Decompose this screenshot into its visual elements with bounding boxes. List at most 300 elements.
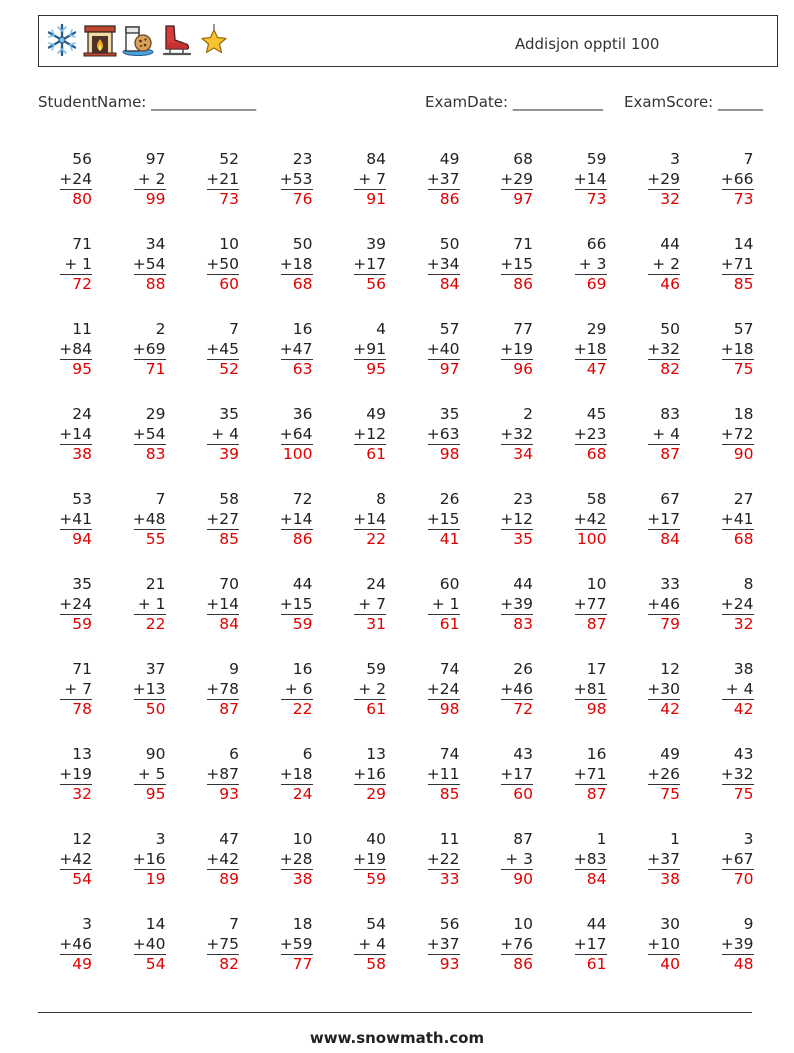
answer: 95 bbox=[145, 785, 166, 803]
second-addend: +15 bbox=[426, 509, 460, 528]
addition-problem bbox=[332, 745, 386, 805]
addition-problem bbox=[700, 660, 754, 720]
addition-problem bbox=[332, 320, 386, 380]
addition-problem bbox=[553, 915, 607, 975]
addition-problem bbox=[553, 235, 607, 295]
second-addend: + 4 bbox=[652, 424, 680, 443]
answer: 32 bbox=[660, 190, 680, 208]
first-addend: 14 bbox=[145, 915, 166, 933]
first-addend: 70 bbox=[219, 575, 239, 593]
second-addend: +16 bbox=[353, 764, 386, 783]
answer: 94 bbox=[72, 530, 92, 548]
addition-problem bbox=[626, 915, 680, 975]
first-addend: 58 bbox=[586, 490, 607, 508]
second-addend: +18 bbox=[279, 254, 313, 273]
first-addend: 24 bbox=[366, 575, 386, 593]
second-addend: +26 bbox=[647, 764, 680, 783]
answer: 75 bbox=[733, 785, 754, 803]
addition-problem bbox=[626, 490, 680, 550]
answer: 24 bbox=[292, 785, 313, 803]
addition-problem bbox=[479, 915, 533, 975]
second-addend: +39 bbox=[720, 934, 754, 953]
answer: 61 bbox=[366, 700, 386, 718]
answer: 50 bbox=[145, 700, 166, 718]
answer: 63 bbox=[292, 360, 313, 378]
second-addend: + 1 bbox=[431, 594, 460, 613]
first-addend: 44 bbox=[660, 235, 680, 253]
answer: 78 bbox=[72, 700, 92, 718]
first-addend: 68 bbox=[513, 150, 533, 168]
answer: 61 bbox=[439, 615, 460, 633]
addition-problem bbox=[112, 830, 166, 890]
addition-problem bbox=[479, 830, 533, 890]
answer: 93 bbox=[439, 955, 460, 973]
addition-problem bbox=[185, 745, 239, 805]
first-addend: 39 bbox=[366, 235, 386, 253]
second-addend: +24 bbox=[720, 594, 754, 613]
first-addend: 35 bbox=[72, 575, 92, 593]
answer: 47 bbox=[586, 360, 607, 378]
answer: 46 bbox=[660, 275, 680, 293]
addition-problem bbox=[185, 150, 239, 210]
second-addend: +66 bbox=[720, 169, 754, 188]
answer: 82 bbox=[219, 955, 239, 973]
addition-problem bbox=[406, 575, 460, 635]
addition-problem bbox=[259, 235, 313, 295]
answer: 61 bbox=[586, 955, 607, 973]
answer: 95 bbox=[366, 360, 386, 378]
answer: 98 bbox=[439, 445, 460, 463]
addition-problem bbox=[626, 320, 680, 380]
first-addend: 8 bbox=[743, 575, 754, 593]
addition-problem bbox=[626, 575, 680, 635]
addition-problem bbox=[700, 745, 754, 805]
answer: 38 bbox=[292, 870, 313, 888]
first-addend: 14 bbox=[733, 235, 754, 253]
first-addend: 29 bbox=[145, 405, 166, 423]
addition-problem bbox=[553, 575, 607, 635]
answer: 56 bbox=[366, 275, 386, 293]
answer: 98 bbox=[439, 700, 460, 718]
second-addend: +41 bbox=[59, 509, 92, 528]
addition-problem bbox=[259, 915, 313, 975]
addition-problem bbox=[332, 575, 386, 635]
first-addend: 57 bbox=[439, 320, 460, 338]
second-addend: +47 bbox=[279, 339, 313, 358]
answer: 33 bbox=[439, 870, 460, 888]
addition-problem bbox=[38, 490, 92, 550]
answer: 99 bbox=[145, 190, 166, 208]
first-addend: 44 bbox=[292, 575, 313, 593]
first-addend: 16 bbox=[586, 745, 607, 763]
addition-problem bbox=[700, 150, 754, 210]
first-addend: 26 bbox=[513, 660, 533, 678]
first-addend: 10 bbox=[292, 830, 313, 848]
answer: 87 bbox=[660, 445, 680, 463]
answer: 85 bbox=[733, 275, 754, 293]
first-addend: 11 bbox=[439, 830, 460, 848]
addition-problem bbox=[112, 745, 166, 805]
answer: 60 bbox=[219, 275, 239, 293]
first-addend: 2 bbox=[155, 320, 166, 338]
second-addend: + 3 bbox=[578, 254, 607, 273]
answer: 85 bbox=[439, 785, 460, 803]
addition-problem bbox=[259, 575, 313, 635]
addition-problem bbox=[479, 745, 533, 805]
answer: 59 bbox=[292, 615, 313, 633]
answer: 48 bbox=[733, 955, 754, 973]
second-addend: +17 bbox=[500, 764, 533, 783]
first-addend: 1 bbox=[596, 830, 607, 848]
first-addend: 71 bbox=[513, 235, 533, 253]
first-addend: 11 bbox=[72, 320, 92, 338]
addition-problem bbox=[553, 830, 607, 890]
addition-problem bbox=[259, 745, 313, 805]
answer: 73 bbox=[733, 190, 754, 208]
addition-problem bbox=[38, 575, 92, 635]
second-addend: +76 bbox=[500, 934, 533, 953]
first-addend: 56 bbox=[439, 915, 460, 933]
first-addend: 49 bbox=[366, 405, 386, 423]
second-addend: + 7 bbox=[64, 679, 92, 698]
answer: 75 bbox=[733, 360, 754, 378]
first-addend: 3 bbox=[82, 915, 92, 933]
second-addend: +71 bbox=[720, 254, 754, 273]
first-addend: 8 bbox=[376, 490, 386, 508]
first-addend: 33 bbox=[660, 575, 680, 593]
addition-problem bbox=[479, 490, 533, 550]
answer: 82 bbox=[660, 360, 680, 378]
answer: 69 bbox=[586, 275, 607, 293]
first-addend: 59 bbox=[586, 150, 607, 168]
addition-problem bbox=[626, 830, 680, 890]
addition-problem bbox=[185, 320, 239, 380]
first-addend: 21 bbox=[145, 575, 166, 593]
footer-divider bbox=[38, 1012, 752, 1013]
second-addend: +28 bbox=[279, 849, 313, 868]
second-addend: +30 bbox=[647, 679, 680, 698]
second-addend: +12 bbox=[500, 509, 533, 528]
addition-problem bbox=[700, 575, 754, 635]
answer: 90 bbox=[733, 445, 754, 463]
first-addend: 4 bbox=[376, 320, 386, 338]
answer: 98 bbox=[586, 700, 607, 718]
addition-problem bbox=[38, 235, 92, 295]
second-addend: +69 bbox=[132, 339, 166, 358]
second-addend: +42 bbox=[573, 509, 607, 528]
second-addend: +29 bbox=[500, 169, 533, 188]
addition-problem bbox=[112, 405, 166, 465]
first-addend: 71 bbox=[72, 235, 92, 253]
addition-problem bbox=[626, 405, 680, 465]
first-addend: 44 bbox=[586, 915, 607, 933]
addition-problem bbox=[185, 490, 239, 550]
answer: 75 bbox=[660, 785, 680, 803]
addition-problem bbox=[38, 320, 92, 380]
second-addend: +19 bbox=[59, 764, 92, 783]
addition-problem bbox=[112, 660, 166, 720]
addition-problem bbox=[406, 235, 460, 295]
answer: 87 bbox=[219, 700, 239, 718]
second-addend: +12 bbox=[353, 424, 386, 443]
second-addend: +14 bbox=[573, 169, 607, 188]
addition-problem bbox=[259, 660, 313, 720]
answer: 90 bbox=[513, 870, 533, 888]
addition-problem bbox=[406, 830, 460, 890]
answer: 61 bbox=[366, 445, 386, 463]
first-addend: 3 bbox=[155, 830, 166, 848]
second-addend: +48 bbox=[132, 509, 166, 528]
header-icons bbox=[45, 23, 231, 57]
addition-problem bbox=[185, 915, 239, 975]
answer: 84 bbox=[439, 275, 460, 293]
second-addend: +34 bbox=[426, 254, 460, 273]
addition-problem bbox=[700, 830, 754, 890]
second-addend: +18 bbox=[720, 339, 754, 358]
second-addend: +42 bbox=[59, 849, 92, 868]
answer: 41 bbox=[439, 530, 460, 548]
addition-problem bbox=[38, 150, 92, 210]
answer: 52 bbox=[219, 360, 239, 378]
second-addend: +78 bbox=[206, 679, 239, 698]
second-addend: +32 bbox=[500, 424, 533, 443]
answer: 91 bbox=[366, 190, 386, 208]
second-addend: +46 bbox=[647, 594, 680, 613]
second-addend: +21 bbox=[206, 169, 239, 188]
second-addend: + 4 bbox=[725, 679, 754, 698]
answer: 96 bbox=[513, 360, 533, 378]
answer: 72 bbox=[72, 275, 92, 293]
answer: 76 bbox=[292, 190, 313, 208]
addition-problem bbox=[259, 830, 313, 890]
answer: 83 bbox=[513, 615, 533, 633]
second-addend: + 1 bbox=[137, 594, 166, 613]
first-addend: 74 bbox=[439, 660, 460, 678]
addition-problem bbox=[700, 405, 754, 465]
first-addend: 90 bbox=[145, 745, 166, 763]
second-addend: +14 bbox=[206, 594, 239, 613]
first-addend: 83 bbox=[660, 405, 680, 423]
addition-problem bbox=[332, 830, 386, 890]
answer: 58 bbox=[366, 955, 386, 973]
first-addend: 50 bbox=[439, 235, 460, 253]
second-addend: +87 bbox=[206, 764, 239, 783]
answer: 86 bbox=[513, 955, 533, 973]
addition-problem bbox=[259, 490, 313, 550]
first-addend: 37 bbox=[145, 660, 166, 678]
answer: 68 bbox=[733, 530, 754, 548]
first-addend: 87 bbox=[513, 830, 533, 848]
answer: 42 bbox=[660, 700, 680, 718]
first-addend: 50 bbox=[660, 320, 680, 338]
second-addend: +63 bbox=[426, 424, 460, 443]
first-addend: 7 bbox=[229, 320, 239, 338]
addition-problem bbox=[38, 745, 92, 805]
addition-problem bbox=[626, 150, 680, 210]
second-addend: +37 bbox=[426, 169, 460, 188]
addition-problem bbox=[112, 490, 166, 550]
answer: 49 bbox=[72, 955, 92, 973]
first-addend: 7 bbox=[229, 915, 239, 933]
answer: 38 bbox=[72, 445, 92, 463]
answer: 86 bbox=[292, 530, 313, 548]
answer: 84 bbox=[586, 870, 607, 888]
answer: 84 bbox=[660, 530, 680, 548]
answer: 42 bbox=[733, 700, 754, 718]
answer: 54 bbox=[145, 955, 166, 973]
answer: 70 bbox=[733, 870, 754, 888]
second-addend: +10 bbox=[647, 934, 680, 953]
answer: 68 bbox=[292, 275, 313, 293]
second-addend: + 2 bbox=[652, 254, 680, 273]
first-addend: 40 bbox=[366, 830, 386, 848]
second-addend: + 2 bbox=[137, 169, 166, 188]
second-addend: +64 bbox=[279, 424, 313, 443]
second-addend: +18 bbox=[573, 339, 607, 358]
second-addend: + 6 bbox=[284, 679, 313, 698]
second-addend: +42 bbox=[206, 849, 239, 868]
first-addend: 47 bbox=[219, 830, 239, 848]
first-addend: 18 bbox=[733, 405, 754, 423]
addition-problem bbox=[332, 150, 386, 210]
first-addend: 49 bbox=[439, 150, 460, 168]
answer: 39 bbox=[219, 445, 239, 463]
addition-problem bbox=[479, 235, 533, 295]
second-addend: +71 bbox=[573, 764, 607, 783]
first-addend: 74 bbox=[439, 745, 460, 763]
addition-problem bbox=[406, 405, 460, 465]
answer: 77 bbox=[292, 955, 313, 973]
second-addend: +29 bbox=[647, 169, 680, 188]
snowflake-icon bbox=[45, 23, 79, 57]
first-addend: 44 bbox=[513, 575, 533, 593]
answer: 19 bbox=[145, 870, 166, 888]
answer: 35 bbox=[513, 530, 533, 548]
answer: 34 bbox=[513, 445, 533, 463]
first-addend: 27 bbox=[733, 490, 754, 508]
answer: 86 bbox=[513, 275, 533, 293]
second-addend: +23 bbox=[573, 424, 607, 443]
second-addend: +84 bbox=[59, 339, 92, 358]
addition-problem bbox=[626, 235, 680, 295]
second-addend: +17 bbox=[573, 934, 607, 953]
worksheet-header bbox=[38, 15, 778, 67]
answer: 86 bbox=[439, 190, 460, 208]
first-addend: 10 bbox=[219, 235, 239, 253]
first-addend: 24 bbox=[72, 405, 92, 423]
footer-website: www.snowmath.com bbox=[309, 1029, 485, 1047]
answer: 85 bbox=[219, 530, 239, 548]
addition-problem bbox=[112, 320, 166, 380]
addition-problem bbox=[553, 150, 607, 210]
first-addend: 67 bbox=[660, 490, 680, 508]
addition-problem bbox=[479, 150, 533, 210]
addition-problem bbox=[38, 405, 92, 465]
first-addend: 66 bbox=[586, 235, 607, 253]
second-addend: +59 bbox=[279, 934, 313, 953]
second-addend: +67 bbox=[720, 849, 754, 868]
second-addend: +39 bbox=[500, 594, 533, 613]
second-addend: +54 bbox=[132, 254, 166, 273]
answer: 87 bbox=[586, 615, 607, 633]
milk-and-cookie-icon bbox=[121, 23, 155, 57]
second-addend: + 2 bbox=[358, 679, 386, 698]
addition-problem bbox=[259, 405, 313, 465]
first-addend: 84 bbox=[366, 150, 386, 168]
second-addend: + 1 bbox=[64, 254, 92, 273]
student-name-field: StudentName: ______________ bbox=[38, 93, 257, 111]
second-addend: +81 bbox=[573, 679, 607, 698]
addition-problem bbox=[332, 490, 386, 550]
answer: 22 bbox=[292, 700, 313, 718]
first-addend: 56 bbox=[72, 150, 92, 168]
second-addend: + 4 bbox=[358, 934, 386, 953]
exam-date-field: ExamDate: ____________ bbox=[425, 93, 603, 111]
addition-problem bbox=[479, 320, 533, 380]
addition-problem bbox=[332, 660, 386, 720]
answer: 88 bbox=[145, 275, 166, 293]
first-addend: 6 bbox=[302, 745, 313, 763]
addition-problem bbox=[38, 915, 92, 975]
addition-problem bbox=[626, 660, 680, 720]
addition-problem bbox=[700, 320, 754, 380]
second-addend: +91 bbox=[353, 339, 386, 358]
first-addend: 7 bbox=[743, 150, 754, 168]
addition-problem bbox=[38, 830, 92, 890]
first-addend: 35 bbox=[439, 405, 460, 423]
first-addend: 38 bbox=[733, 660, 754, 678]
second-addend: +24 bbox=[59, 169, 92, 188]
addition-problem bbox=[406, 915, 460, 975]
second-addend: +40 bbox=[132, 934, 166, 953]
answer: 32 bbox=[733, 615, 754, 633]
first-addend: 1 bbox=[670, 830, 680, 848]
second-addend: +32 bbox=[647, 339, 680, 358]
second-addend: +46 bbox=[500, 679, 533, 698]
addition-problem bbox=[479, 575, 533, 635]
first-addend: 72 bbox=[292, 490, 313, 508]
answer: 32 bbox=[72, 785, 92, 803]
second-addend: +27 bbox=[206, 509, 239, 528]
answer: 59 bbox=[366, 870, 386, 888]
answer: 97 bbox=[439, 360, 460, 378]
first-addend: 16 bbox=[292, 320, 313, 338]
addition-problem bbox=[185, 660, 239, 720]
first-addend: 13 bbox=[366, 745, 386, 763]
second-addend: +11 bbox=[426, 764, 460, 783]
first-addend: 12 bbox=[72, 830, 92, 848]
second-addend: + 7 bbox=[358, 594, 386, 613]
second-addend: +14 bbox=[353, 509, 386, 528]
first-addend: 57 bbox=[733, 320, 754, 338]
addition-problem bbox=[185, 235, 239, 295]
first-addend: 34 bbox=[145, 235, 166, 253]
addition-problem bbox=[112, 235, 166, 295]
addition-problem bbox=[185, 830, 239, 890]
addition-problem bbox=[259, 320, 313, 380]
first-addend: 3 bbox=[743, 830, 754, 848]
exam-score-field: ExamScore: ______ bbox=[624, 93, 763, 111]
first-addend: 77 bbox=[513, 320, 533, 338]
second-addend: +37 bbox=[426, 934, 460, 953]
addition-problem bbox=[553, 320, 607, 380]
answer: 59 bbox=[72, 615, 92, 633]
answer: 22 bbox=[366, 530, 386, 548]
answer: 54 bbox=[72, 870, 92, 888]
answer: 71 bbox=[145, 360, 166, 378]
first-addend: 43 bbox=[733, 745, 754, 763]
first-addend: 54 bbox=[366, 915, 386, 933]
